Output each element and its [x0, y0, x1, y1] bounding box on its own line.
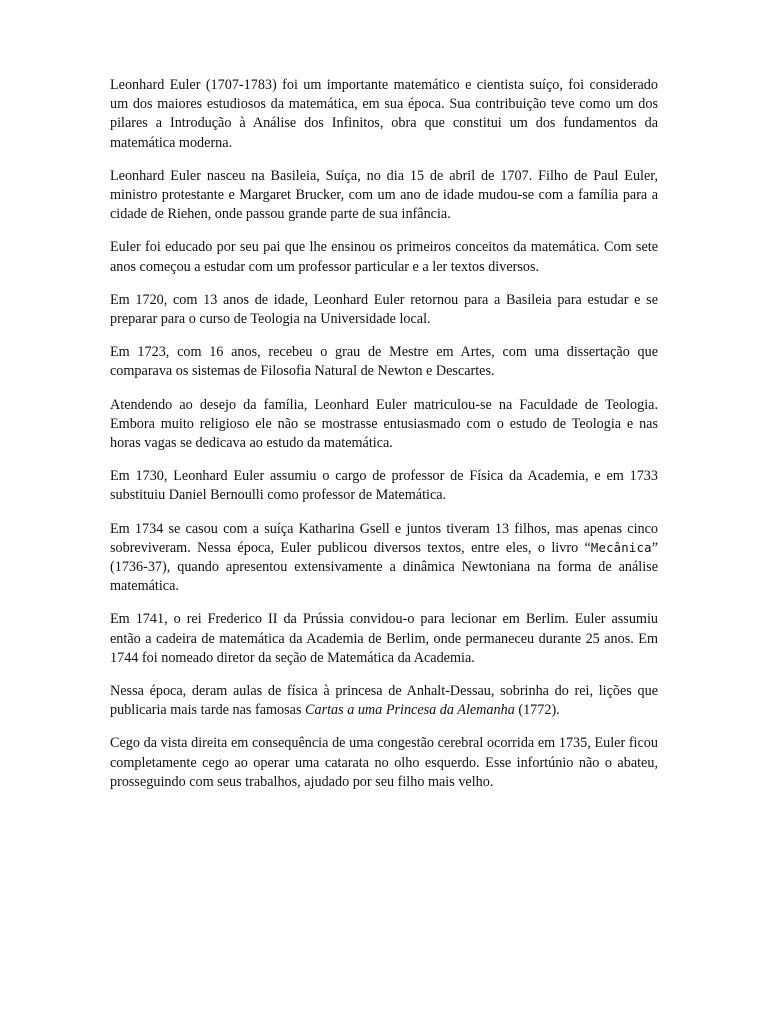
document-body — [110, 76, 658, 806]
paragraph-1734 — [110, 520, 658, 597]
paragraph-princess — [110, 682, 658, 720]
paragraph-1730: Em 1730, Leonhard Euler assumiu o cargo de professor de Física da Academia, e em 1733 substituiu Daniel Bernoulli como professor de Matemática. — [110, 468, 658, 504]
paragraph-princess-text-before: Nessa época, deram aulas de física à princesa de Anhalt-Dessau, sobrinha do rei, lições que publicaria mais tarde nas famosas — [110, 683, 658, 719]
book-title-mecanica: Mecânica — [590, 540, 652, 555]
paragraph-theology: Atendendo ao desejo da família, Leonhard Euler matriculou-se na Faculdade de Teologia. Embora muito religioso ele não se mostrasse entusiasmado com o estudo de Teologia e nas horas vagas se dedicava ao estudo da matemática. — [110, 396, 658, 452]
paragraph-1723: Em 1723, com 16 anos, recebeu o grau de Mestre em Artes, com uma dissertação que comparava os sistemas de Filosofia Natural de Newton e Descartes. — [110, 344, 658, 380]
paragraph-1734-text-after: ” (1736-37), quando apresentou extensivamente a dinâmica Newtoniana na forma de análise matemática. — [110, 539, 658, 595]
book-title-cartas: Cartas a uma Princesa da Alemanha — [305, 702, 515, 719]
paragraph-1734-text-before: Em 1734 se casou com a suíça Katharina Gsell e juntos tiveram 13 filhos, mas apenas cinco sobreviveram. Nessa época, Euler publicou diversos textos, entre eles, o livro “ — [110, 520, 658, 556]
paragraph-birth: Leonhard Euler nasceu na Basileia, Suíça, no dia 15 de abril de 1707. Filho de Paul Euler, ministro protestante e Margaret Brucker, com um ano de idade mudou-se com a família para a cidade de Riehen, onde passou grande parte de sua infância. — [110, 167, 658, 223]
paragraph-blindness: Cego da vista direita em consequência de uma congestão cerebral ocorrida em 1735, Euler ficou completamente cego ao operar uma catarata no olho esquerdo. Esse infortúnio não o abateu, prosseguindo com seus trabalhos, ajudado por seu filho mais velho. — [110, 735, 658, 790]
paragraph-1741: Em 1741, o rei Frederico II da Prússia convidou-o para lecionar em Berlim. Euler assumiu então a cadeira de matemática da Academia de Berlim, onde permaneceu durante 25 anos. Em 1744 foi nomeado diretor da seção de Matemática da Academia. — [110, 611, 658, 666]
paragraph-education: Euler foi educado por seu pai que lhe ensinou os primeiros conceitos da matemática. Com sete anos começou a estudar com um professor particular e a ler textos diversos. — [110, 239, 658, 275]
paragraph-intro: Leonhard Euler (1707-1783) foi um importante matemático e cientista suíço, foi considerado um dos maiores estudiosos da matemática, em sua época. Sua contribuição teve como um dos pilares a Introdução à Análise dos Infinitos, obra que constitui um dos fundamentos da matemática moderna. — [110, 77, 658, 151]
paragraph-princess-text-after: (1772). — [514, 702, 560, 719]
paragraph-1720: Em 1720, com 13 anos de idade, Leonhard Euler retornou para a Basileia para estudar e se preparar para o curso de Teologia na Universidade local. — [110, 291, 658, 328]
